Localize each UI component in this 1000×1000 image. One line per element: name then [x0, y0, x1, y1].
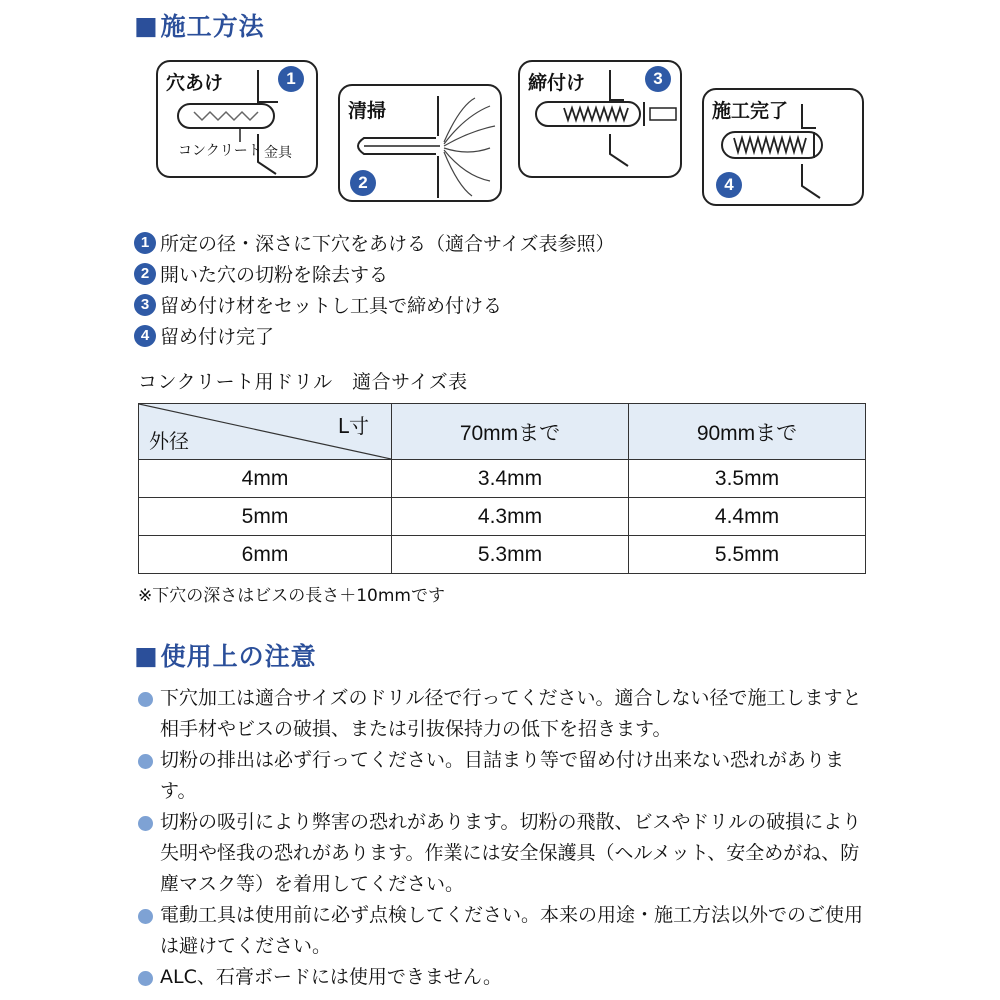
- caution-item: [134, 900, 874, 962]
- caution-text: 下穴加工は適合サイズのドリル径で行ってください。適合しない径で施工しますと相手材やビスの破損、または引抜保持力の低下を招きます。: [160, 687, 862, 740]
- caution-item: [134, 683, 874, 745]
- step-number-icon: 3: [134, 294, 156, 316]
- table-corner-cell: [139, 404, 392, 460]
- bullet-icon: [138, 971, 153, 986]
- table-cell: 5.5mm: [629, 536, 866, 574]
- step-number-icon: 2: [350, 170, 376, 196]
- table-cell: 5.3mm: [392, 536, 629, 574]
- panel-title: 清掃: [348, 100, 387, 122]
- caution-item: [134, 962, 874, 993]
- corner-label-length: L寸: [337, 414, 369, 438]
- step-text: 開いた穴の切粉を除去する: [160, 264, 389, 286]
- table-cell: 3.5mm: [629, 460, 866, 498]
- step-item: [134, 320, 614, 351]
- panel-title: 施工完了: [712, 100, 789, 122]
- table-title: コンクリート用ドリル 適合サイズ表: [138, 371, 468, 393]
- column-header: 70mmまで: [392, 404, 629, 460]
- section-heading-method: [134, 7, 265, 43]
- table-cell: 4.4mm: [629, 498, 866, 536]
- step-number-icon: 4: [716, 172, 742, 198]
- caution-text: ALC、石膏ボードには使用できません。: [160, 966, 502, 988]
- heading-marker: ■: [134, 10, 159, 40]
- label-fitting: 金具: [264, 145, 292, 161]
- table-row: [139, 460, 866, 498]
- bullet-icon: [138, 754, 153, 769]
- steps-list: [134, 227, 614, 351]
- caution-text: 電動工具は使用前に必ず点検してください。本来の用途・施工方法以外でのご使用は避けてください。: [160, 904, 864, 957]
- row-header: 5mm: [139, 498, 392, 536]
- panel-title: 穴あけ: [166, 72, 224, 94]
- cautions-list: [134, 683, 874, 993]
- step-text: 所定の径・深さに下穴をあける（適合サイズ表参照）: [160, 233, 615, 255]
- label-concrete: コンクリート: [178, 143, 262, 159]
- column-header: 90mmまで: [629, 404, 866, 460]
- step-item: [134, 289, 614, 320]
- heading-marker: ■: [134, 640, 159, 670]
- step-text: 留め付け完了: [160, 326, 275, 348]
- section-heading-cautions: [134, 637, 317, 673]
- caution-item: [134, 807, 874, 900]
- heading-title: 施工方法: [160, 12, 265, 41]
- corner-label-outer: 外径: [149, 429, 189, 453]
- row-header: 4mm: [139, 460, 392, 498]
- table-row: [139, 536, 866, 574]
- step-item: [134, 227, 614, 258]
- step-text: 留め付け材をセットし工具で締め付ける: [160, 295, 503, 317]
- bullet-icon: [138, 909, 153, 924]
- step-item: [134, 258, 614, 289]
- step-number-icon: 3: [645, 66, 671, 92]
- table-cell: 4.3mm: [392, 498, 629, 536]
- step-number-icon: 1: [278, 66, 304, 92]
- caution-text: 切粉の吸引により弊害の恐れがあります。切粉の飛散、ビスやドリルの破損により失明や怪我の恐れがあります。作業には安全保護具（ヘルメット、安全めがね、防塵マスク等）を着用してください。: [160, 811, 862, 895]
- heading-title: 使用上の注意: [160, 642, 317, 671]
- caution-item: [134, 745, 874, 807]
- step-number-icon: 1: [134, 232, 156, 254]
- table-cell: 3.4mm: [392, 460, 629, 498]
- caution-text: 切粉の排出は必ず行ってください。目詰まり等で留め付け出来ない恐れがあります。: [160, 749, 845, 802]
- bullet-icon: [138, 816, 153, 831]
- table-note: ※下穴の深さはビスの長さ＋10mmです: [138, 586, 445, 606]
- row-header: 6mm: [139, 536, 392, 574]
- table-row: [139, 498, 866, 536]
- bullet-icon: [138, 692, 153, 707]
- panel-title: 締付け: [528, 72, 586, 94]
- step-number-icon: 4: [134, 325, 156, 347]
- drill-size-table: [138, 403, 866, 574]
- step-number-icon: 2: [134, 263, 156, 285]
